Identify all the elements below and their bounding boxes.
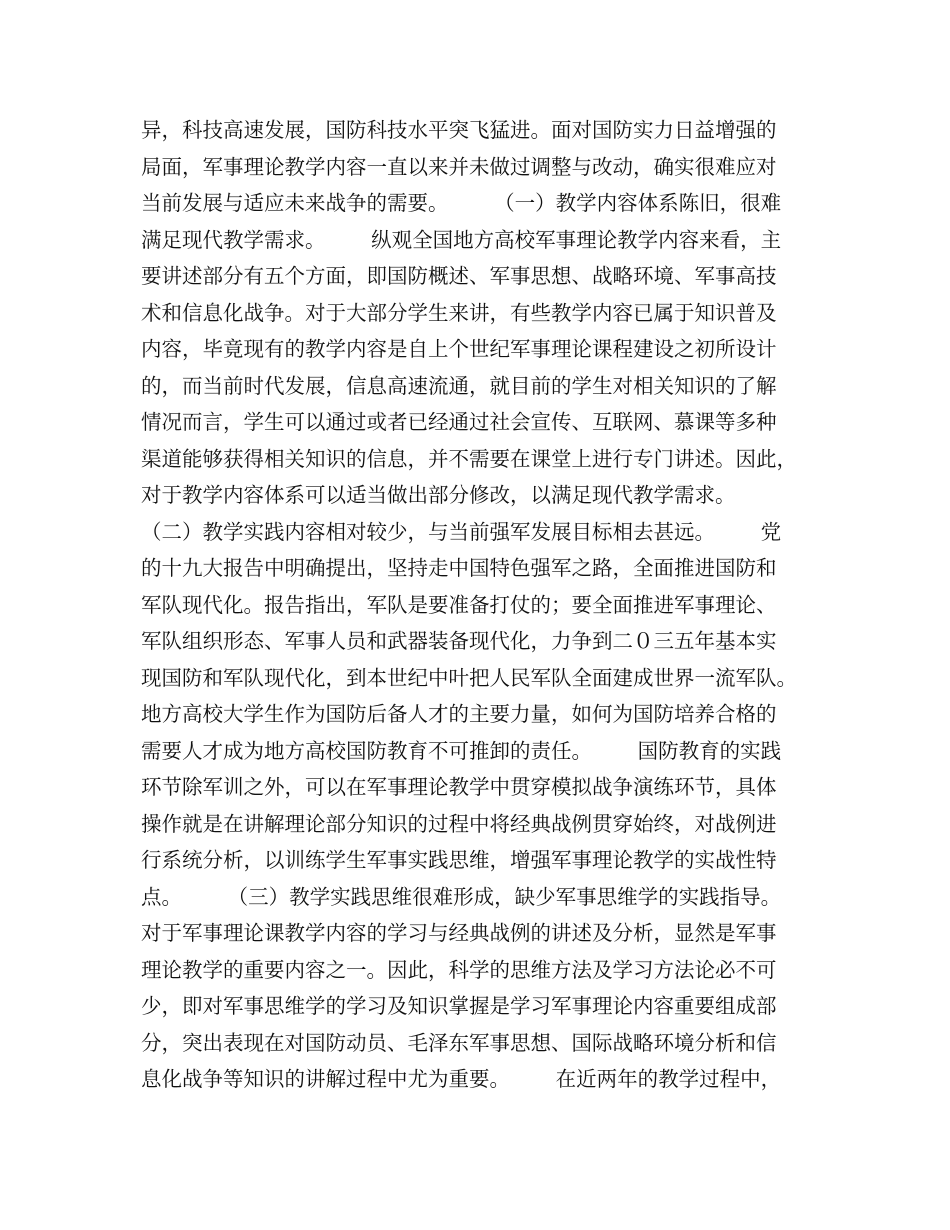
text-line: 异，科技高速发展，国防科技水平突飞猛进。面对国防实力日益增强的	[141, 118, 777, 142]
text-line: 当前发展与适应未来战争的需要。 （一）教学内容体系陈旧，很难	[141, 191, 782, 215]
text-line: 需要人才成为地方高校国防教育不可推卸的责任。 国防教育的实践	[141, 738, 782, 763]
text-line: 现国防和军队现代化，到本世纪中叶把人民军队全面建成世界一流军队。	[141, 665, 797, 690]
text-line: 少，即对军事思维学的学习及知识掌握是学习军事理论内容重要组成部	[141, 994, 777, 1018]
text-line: 内容，毕竟现有的教学内容是自上个世纪军事理论课程建设之初所设计	[141, 337, 777, 361]
text-line: 对于军事理论课教学内容的学习与经典战例的讲述及分析，显然是军事	[141, 921, 777, 945]
text-line: 术和信息化战争。对于大部分学生来讲，有些教学内容已属于知识普及	[141, 300, 777, 325]
text-line: 息化战争等知识的讲解过程中尤为重要。 在近两年的教学过程中，	[141, 1067, 782, 1091]
text-line: 的，而当前时代发展，信息高速流通，就目前的学生对相关知识的了解	[141, 373, 777, 398]
text-line: 点。 （三）教学实践思维很难形成，缺少军事思维学的实践指导。	[141, 884, 782, 909]
text-line: 分，突出表现在对国防动员、毛泽东军事思想、国际战略环境分析和信	[141, 1030, 777, 1055]
text-line: 要讲述部分有五个方面，即国防概述、军事思想、战略环境、军事高技	[141, 264, 777, 288]
text-line: 渠道能够获得相关知识的信息，并不需要在课堂上进行专门讲述。因此，	[141, 446, 797, 471]
text-line: 操作就是在讲解理论部分知识的过程中将经典战例贯穿始终，对战例进	[141, 811, 777, 836]
text-line: 对于教学内容体系可以适当做出部分修改，以满足现代教学需求。	[141, 483, 736, 507]
text-line: 满足现代教学需求。 纵观全国地方高校军事理论教学内容来看，主	[141, 227, 782, 252]
text-line: 局面，军事理论教学内容一直以来并未做过调整与改动，确实很难应对	[141, 154, 777, 179]
body-text	[141, 112, 831, 1098]
text-line: 军队现代化。报告指出，军队是要准备打仗的；要全面推进军事理论、	[141, 592, 777, 617]
text-line: 理论教学的重要内容之一。因此，科学的思维方法及学习方法论必不可	[141, 957, 777, 982]
text-line: 情况而言，学生可以通过或者已经通过社会宣传、互联网、慕课等多种	[141, 410, 777, 434]
text-line: 地方高校大学生作为国防后备人才的主要力量，如何为国防培养合格的	[141, 702, 777, 726]
text-line: 环节除军训之外，可以在军事理论教学中贯穿模拟战争演练环节，具体	[141, 775, 777, 799]
text-line: 行系统分析，以训练学生军事实践思维，增强军事理论教学的实战性特	[141, 848, 777, 872]
text-line: 军队组织形态、军事人员和武器装备现代化，力争到二０三五年基本实	[141, 629, 777, 653]
text-line: 的十九大报告中明确提出，坚持走中国特色强军之路，全面推进国防和	[141, 556, 777, 580]
text-line: （二）教学实践内容相对较少，与当前强军发展目标相去甚远。 党	[141, 519, 782, 544]
